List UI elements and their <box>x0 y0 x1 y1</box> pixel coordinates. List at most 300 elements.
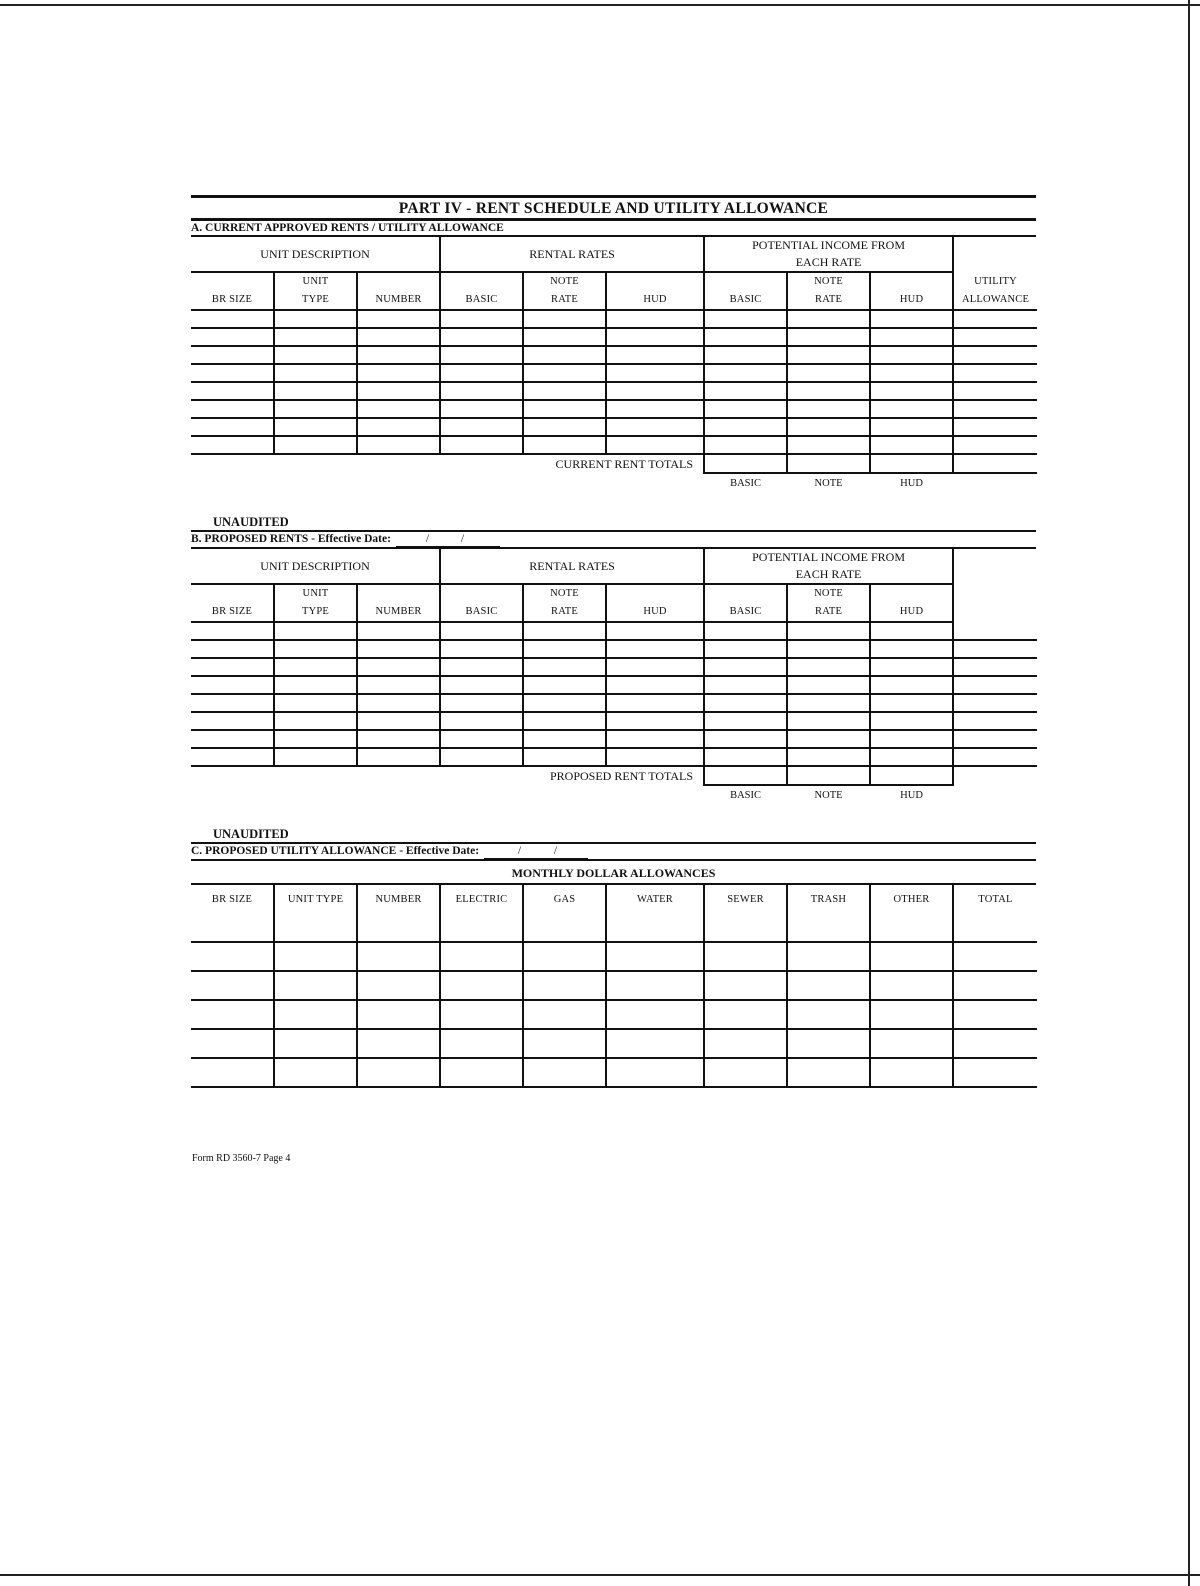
col-br-size: BR SIZE <box>211 893 253 905</box>
entry-cell[interactable] <box>357 1058 440 1087</box>
entry-cell[interactable] <box>274 382 357 400</box>
entry-cell[interactable] <box>787 676 870 694</box>
table-row <box>191 400 1037 418</box>
entry-cell[interactable] <box>274 694 357 712</box>
entry-cell[interactable] <box>787 913 870 942</box>
entry-cell[interactable] <box>274 418 357 436</box>
entry-cell[interactable] <box>357 310 440 328</box>
entry-cell[interactable] <box>191 1058 274 1087</box>
entry-cell[interactable] <box>523 400 606 418</box>
entry-cell[interactable] <box>870 400 953 418</box>
entry-cell[interactable] <box>191 436 274 454</box>
table-row <box>191 1000 1037 1029</box>
entry-cell[interactable] <box>274 328 357 346</box>
entry-cell[interactable] <box>191 364 274 382</box>
entry-cell[interactable] <box>274 346 357 364</box>
entry-cell[interactable] <box>523 622 606 640</box>
group-potential-income-line1: POTENTIAL INCOME FROM <box>752 238 905 252</box>
rent-schedule-form <box>191 195 1036 1088</box>
entry-cell[interactable] <box>870 382 953 400</box>
entry-cell[interactable] <box>440 1058 523 1087</box>
entry-cell[interactable] <box>191 1000 274 1029</box>
total-hud-cell[interactable] <box>870 454 953 473</box>
scan-edge-bottom <box>0 1574 1200 1576</box>
entry-cell[interactable] <box>191 730 274 748</box>
entry-cell[interactable] <box>191 382 274 400</box>
blank <box>953 549 1037 584</box>
entry-cell[interactable] <box>274 676 357 694</box>
entry-cell[interactable] <box>440 694 523 712</box>
col-hud <box>606 272 704 310</box>
entry-cell[interactable] <box>440 436 523 454</box>
entry-cell[interactable] <box>440 328 523 346</box>
entry-cell[interactable] <box>440 1029 523 1058</box>
entry-cell[interactable] <box>606 913 704 942</box>
entry-cell[interactable] <box>704 730 787 748</box>
entry-cell[interactable] <box>523 328 606 346</box>
entry-cell[interactable] <box>787 694 870 712</box>
entry-cell[interactable] <box>704 658 787 676</box>
entry-cell[interactable] <box>191 310 274 328</box>
entry-cell[interactable] <box>274 971 357 1000</box>
entry-cell[interactable] <box>606 310 704 328</box>
col-income-hud <box>870 584 953 622</box>
entry-cell[interactable] <box>357 748 440 766</box>
entry-cell[interactable] <box>870 436 953 454</box>
section-a-totals-sub-row <box>191 473 1037 493</box>
entry-cell[interactable] <box>191 712 274 730</box>
col-hud-label: HUD <box>643 606 667 617</box>
entry-cell[interactable] <box>953 364 1037 382</box>
entry-cell[interactable] <box>357 400 440 418</box>
entry-cell[interactable] <box>870 658 953 676</box>
entry-cell[interactable] <box>357 913 440 942</box>
entry-cell[interactable] <box>606 364 704 382</box>
section-b-group-header-row <box>191 549 1037 584</box>
entry-cell[interactable] <box>357 418 440 436</box>
entry-cell[interactable] <box>704 382 787 400</box>
entry-cell[interactable] <box>523 913 606 942</box>
entry-cell[interactable] <box>523 418 606 436</box>
total-note-cell[interactable] <box>787 454 870 473</box>
entry-cell[interactable] <box>787 400 870 418</box>
entry-cell[interactable] <box>440 310 523 328</box>
entry-cell[interactable] <box>953 436 1037 454</box>
entry-cell[interactable] <box>357 640 440 658</box>
entry-cell[interactable] <box>870 694 953 712</box>
section-b-heading: B. PROPOSED RENTS - Effective Date: <box>191 533 391 545</box>
entry-cell[interactable] <box>357 382 440 400</box>
entry-cell[interactable] <box>357 328 440 346</box>
entry-cell[interactable] <box>704 1058 787 1087</box>
table-row <box>191 382 1037 400</box>
col-sewer: SEWER <box>704 885 787 913</box>
col-income-hud-label: HUD <box>899 606 924 617</box>
entry-cell[interactable] <box>440 418 523 436</box>
entry-cell[interactable] <box>357 436 440 454</box>
entry-cell[interactable] <box>440 622 523 640</box>
blank <box>953 473 1037 493</box>
entry-cell[interactable] <box>787 310 870 328</box>
entry-cell[interactable] <box>357 1000 440 1029</box>
col-unit-type <box>274 272 357 310</box>
entry-cell[interactable] <box>274 310 357 328</box>
entry-cell[interactable] <box>870 622 953 640</box>
entry-cell[interactable] <box>191 676 274 694</box>
entry-cell[interactable] <box>191 1029 274 1058</box>
entry-cell[interactable] <box>704 1029 787 1058</box>
entry-cell[interactable] <box>606 328 704 346</box>
entry-cell[interactable] <box>274 622 357 640</box>
date-slash: / <box>553 845 558 857</box>
entry-cell[interactable] <box>440 942 523 971</box>
entry-cell[interactable] <box>440 1000 523 1029</box>
total-hud-label: HUD <box>900 790 923 801</box>
entry-cell[interactable] <box>606 382 704 400</box>
entry-cell[interactable] <box>357 346 440 364</box>
entry-cell[interactable] <box>523 730 606 748</box>
blank <box>953 766 1037 785</box>
entry-cell[interactable] <box>274 748 357 766</box>
entry-cell[interactable] <box>606 622 704 640</box>
entry-cell[interactable] <box>704 418 787 436</box>
entry-cell[interactable] <box>523 310 606 328</box>
entry-cell[interactable] <box>523 346 606 364</box>
entry-cell[interactable] <box>704 436 787 454</box>
entry-cell[interactable] <box>191 622 274 640</box>
section-c-header-row <box>191 885 1037 913</box>
entry-cell[interactable] <box>274 436 357 454</box>
entry-cell[interactable] <box>953 748 1037 766</box>
entry-cell[interactable] <box>440 730 523 748</box>
entry-cell[interactable] <box>440 364 523 382</box>
entry-cell[interactable] <box>357 676 440 694</box>
entry-cell[interactable] <box>606 694 704 712</box>
col-income-note-rate <box>787 584 870 622</box>
entry-cell[interactable] <box>606 640 704 658</box>
entry-cell[interactable] <box>870 310 953 328</box>
entry-cell[interactable] <box>606 400 704 418</box>
entry-cell[interactable] <box>787 971 870 1000</box>
section-b-totals-row <box>191 766 1037 785</box>
entry-cell[interactable] <box>953 971 1037 1000</box>
entry-cell[interactable] <box>870 364 953 382</box>
entry-cell[interactable] <box>440 658 523 676</box>
entry-cell[interactable] <box>523 1058 606 1087</box>
section-b-unaudited: UNAUDITED <box>213 515 289 529</box>
entry-cell[interactable] <box>274 730 357 748</box>
entry-cell[interactable] <box>787 364 870 382</box>
proposed-rent-totals-label: PROPOSED RENT TOTALS <box>191 766 704 785</box>
total-hud-cell[interactable] <box>870 766 953 785</box>
col-utility-allowance-label: ALLOWANCE <box>962 293 1030 305</box>
entry-cell[interactable] <box>606 436 704 454</box>
entry-cell[interactable] <box>870 1029 953 1058</box>
entry-cell[interactable] <box>606 346 704 364</box>
entry-cell[interactable] <box>870 712 953 730</box>
col-unit-type-label: TYPE <box>301 294 330 305</box>
entry-cell[interactable] <box>274 942 357 971</box>
entry-cell[interactable] <box>357 364 440 382</box>
entry-cell[interactable] <box>440 712 523 730</box>
entry-cell[interactable] <box>357 942 440 971</box>
entry-cell[interactable] <box>523 1000 606 1029</box>
entry-cell[interactable] <box>606 658 704 676</box>
entry-cell[interactable] <box>440 913 523 942</box>
entry-cell[interactable] <box>357 1029 440 1058</box>
entry-cell[interactable] <box>704 622 787 640</box>
col-note-rate-top: NOTE <box>550 588 579 599</box>
entry-cell[interactable] <box>870 328 953 346</box>
entry-cell[interactable] <box>606 730 704 748</box>
entry-cell[interactable] <box>787 436 870 454</box>
section-c-effective-date-field[interactable] <box>484 847 588 859</box>
entry-cell[interactable] <box>274 400 357 418</box>
entry-cell[interactable] <box>953 676 1037 694</box>
col-income-hud-label: HUD <box>899 294 924 305</box>
section-b-column-header-row <box>191 584 1037 622</box>
entry-cell[interactable] <box>953 640 1037 658</box>
entry-cell[interactable] <box>704 971 787 1000</box>
entry-cell[interactable] <box>953 712 1037 730</box>
entry-cell[interactable] <box>357 622 440 640</box>
entry-cell[interactable] <box>191 971 274 1000</box>
entry-cell[interactable] <box>704 328 787 346</box>
entry-cell[interactable] <box>704 400 787 418</box>
entry-cell[interactable] <box>274 913 357 942</box>
entry-cell[interactable] <box>870 971 953 1000</box>
entry-cell[interactable] <box>523 658 606 676</box>
entry-cell[interactable] <box>787 748 870 766</box>
table-row <box>191 913 1037 942</box>
section-b-totals-sub-row <box>191 785 1037 805</box>
col-income-basic-label: BASIC <box>729 294 762 305</box>
entry-cell[interactable] <box>440 640 523 658</box>
entry-cell[interactable] <box>191 346 274 364</box>
col-utility-allowance <box>953 272 1037 310</box>
blank <box>191 785 704 805</box>
entry-cell[interactable] <box>870 1000 953 1029</box>
entry-cell[interactable] <box>606 748 704 766</box>
entry-cell[interactable] <box>357 658 440 676</box>
monthly-dollar-allowances-heading: MONTHLY DOLLAR ALLOWANCES <box>191 861 1036 885</box>
total-note-cell[interactable] <box>787 766 870 785</box>
entry-cell[interactable] <box>870 748 953 766</box>
total-basic-cell[interactable] <box>704 454 787 473</box>
entry-cell[interactable] <box>787 418 870 436</box>
entry-cell[interactable] <box>357 694 440 712</box>
group-potential-income-line2: EACH RATE <box>795 255 862 269</box>
entry-cell[interactable] <box>357 712 440 730</box>
col-note-rate <box>523 272 606 310</box>
entry-cell[interactable] <box>953 1000 1037 1029</box>
entry-cell[interactable] <box>953 1029 1037 1058</box>
entry-cell[interactable] <box>523 748 606 766</box>
col-total: TOTAL <box>953 885 1037 913</box>
entry-cell[interactable] <box>704 310 787 328</box>
entry-cell[interactable] <box>606 676 704 694</box>
entry-cell[interactable] <box>953 418 1037 436</box>
entry-cell[interactable] <box>704 748 787 766</box>
entry-cell[interactable] <box>606 712 704 730</box>
entry-cell[interactable] <box>191 640 274 658</box>
entry-cell[interactable] <box>787 622 870 640</box>
entry-cell[interactable] <box>870 418 953 436</box>
entry-cell[interactable] <box>274 1058 357 1087</box>
entry-cell[interactable] <box>787 1000 870 1029</box>
entry-cell[interactable] <box>870 1058 953 1087</box>
entry-cell[interactable] <box>870 640 953 658</box>
entry-cell[interactable] <box>953 382 1037 400</box>
current-rent-totals-label: CURRENT RENT TOTALS <box>191 454 704 473</box>
section-c-heading: C. PROPOSED UTILITY ALLOWANCE - Effective Date: <box>191 845 480 857</box>
group-potential-income-line1: POTENTIAL INCOME FROM <box>752 550 905 564</box>
entry-cell[interactable] <box>704 676 787 694</box>
col-note-rate-label: RATE <box>550 606 579 617</box>
entry-cell[interactable] <box>523 942 606 971</box>
group-rental-rates: RENTAL RATES <box>440 549 704 584</box>
entry-cell[interactable] <box>440 748 523 766</box>
col-basic-label: BASIC <box>465 606 498 617</box>
entry-cell[interactable] <box>704 712 787 730</box>
entry-cell[interactable] <box>523 712 606 730</box>
entry-cell[interactable] <box>523 436 606 454</box>
entry-cell[interactable] <box>191 400 274 418</box>
col-basic-label: BASIC <box>465 294 498 305</box>
date-slash: / <box>517 845 522 857</box>
col-income-basic <box>704 272 787 310</box>
entry-cell[interactable] <box>191 748 274 766</box>
entry-cell[interactable] <box>953 658 1037 676</box>
entry-cell[interactable] <box>787 658 870 676</box>
entry-cell[interactable] <box>953 328 1037 346</box>
entry-cell[interactable] <box>274 1029 357 1058</box>
entry-cell[interactable] <box>606 942 704 971</box>
entry-cell[interactable] <box>704 942 787 971</box>
entry-cell[interactable] <box>191 942 274 971</box>
entry-cell[interactable] <box>274 640 357 658</box>
section-a-group-header-row <box>191 237 1037 272</box>
entry-cell[interactable] <box>440 971 523 1000</box>
group-rental-rates: RENTAL RATES <box>440 237 704 272</box>
entry-cell[interactable] <box>953 694 1037 712</box>
entry-cell[interactable] <box>523 971 606 1000</box>
entry-cell[interactable] <box>704 640 787 658</box>
entry-cell[interactable] <box>787 640 870 658</box>
entry-cell[interactable] <box>523 640 606 658</box>
section-a-body <box>191 310 1037 454</box>
total-basic-label: BASIC <box>730 478 762 489</box>
entry-cell[interactable] <box>191 328 274 346</box>
entry-cell[interactable] <box>274 1000 357 1029</box>
entry-cell[interactable] <box>357 971 440 1000</box>
entry-cell[interactable] <box>953 400 1037 418</box>
entry-cell[interactable] <box>953 346 1037 364</box>
col-income-note-rate-top: NOTE <box>814 276 843 287</box>
entry-cell[interactable] <box>953 622 1037 640</box>
total-basic-cell[interactable] <box>704 766 787 785</box>
entry-cell[interactable] <box>704 1000 787 1029</box>
entry-cell[interactable] <box>953 913 1037 942</box>
entry-cell[interactable] <box>787 942 870 971</box>
entry-cell[interactable] <box>704 346 787 364</box>
table-row <box>191 942 1037 971</box>
entry-cell[interactable] <box>191 694 274 712</box>
section-b-heading-bar <box>191 530 1036 549</box>
entry-cell[interactable] <box>704 913 787 942</box>
entry-cell[interactable] <box>953 310 1037 328</box>
entry-cell[interactable] <box>953 942 1037 971</box>
entry-cell[interactable] <box>870 913 953 942</box>
table-row <box>191 622 1037 640</box>
entry-cell[interactable] <box>870 942 953 971</box>
entry-cell[interactable] <box>953 730 1037 748</box>
entry-cell[interactable] <box>787 1029 870 1058</box>
entry-cell[interactable] <box>787 346 870 364</box>
entry-cell[interactable] <box>274 658 357 676</box>
entry-cell[interactable] <box>870 730 953 748</box>
entry-cell[interactable] <box>523 382 606 400</box>
entry-cell[interactable] <box>704 364 787 382</box>
entry-cell[interactable] <box>440 676 523 694</box>
entry-cell[interactable] <box>953 1058 1037 1087</box>
table-row <box>191 1029 1037 1058</box>
entry-cell[interactable] <box>191 913 274 942</box>
page-title: PART IV - RENT SCHEDULE AND UTILITY ALLOWANCE <box>191 195 1036 221</box>
entry-cell[interactable] <box>787 730 870 748</box>
entry-cell[interactable] <box>274 364 357 382</box>
entry-cell[interactable] <box>787 382 870 400</box>
entry-cell[interactable] <box>440 346 523 364</box>
col-income-note-rate-top: NOTE <box>814 588 843 599</box>
section-b-effective-date-field[interactable] <box>396 535 500 547</box>
entry-cell[interactable] <box>274 712 357 730</box>
entry-cell[interactable] <box>606 1029 704 1058</box>
entry-cell[interactable] <box>787 328 870 346</box>
col-hud-label: HUD <box>643 294 667 305</box>
total-utility-cell[interactable] <box>953 454 1037 473</box>
entry-cell[interactable] <box>787 712 870 730</box>
entry-cell[interactable] <box>191 418 274 436</box>
entry-cell[interactable] <box>357 730 440 748</box>
total-hud-label: HUD <box>900 478 923 489</box>
entry-cell[interactable] <box>870 676 953 694</box>
section-c-unaudited: UNAUDITED <box>213 827 289 841</box>
entry-cell[interactable] <box>606 1000 704 1029</box>
table-row <box>191 328 1037 346</box>
entry-cell[interactable] <box>523 364 606 382</box>
entry-cell[interactable] <box>523 1029 606 1058</box>
entry-cell[interactable] <box>606 418 704 436</box>
entry-cell[interactable] <box>606 971 704 1000</box>
entry-cell[interactable] <box>870 346 953 364</box>
entry-cell[interactable] <box>440 382 523 400</box>
entry-cell[interactable] <box>523 694 606 712</box>
table-row <box>191 748 1037 766</box>
blank <box>191 473 704 493</box>
entry-cell[interactable] <box>704 694 787 712</box>
entry-cell[interactable] <box>440 400 523 418</box>
entry-cell[interactable] <box>523 676 606 694</box>
table-row <box>191 694 1037 712</box>
total-note-label: NOTE <box>814 478 843 489</box>
entry-cell[interactable] <box>191 658 274 676</box>
col-utility-allowance-top: UTILITY <box>974 275 1017 287</box>
group-potential-income <box>704 549 953 584</box>
col-unit-type-top: UNIT <box>302 276 329 287</box>
entry-cell[interactable] <box>606 1058 704 1087</box>
entry-cell[interactable] <box>787 1058 870 1087</box>
